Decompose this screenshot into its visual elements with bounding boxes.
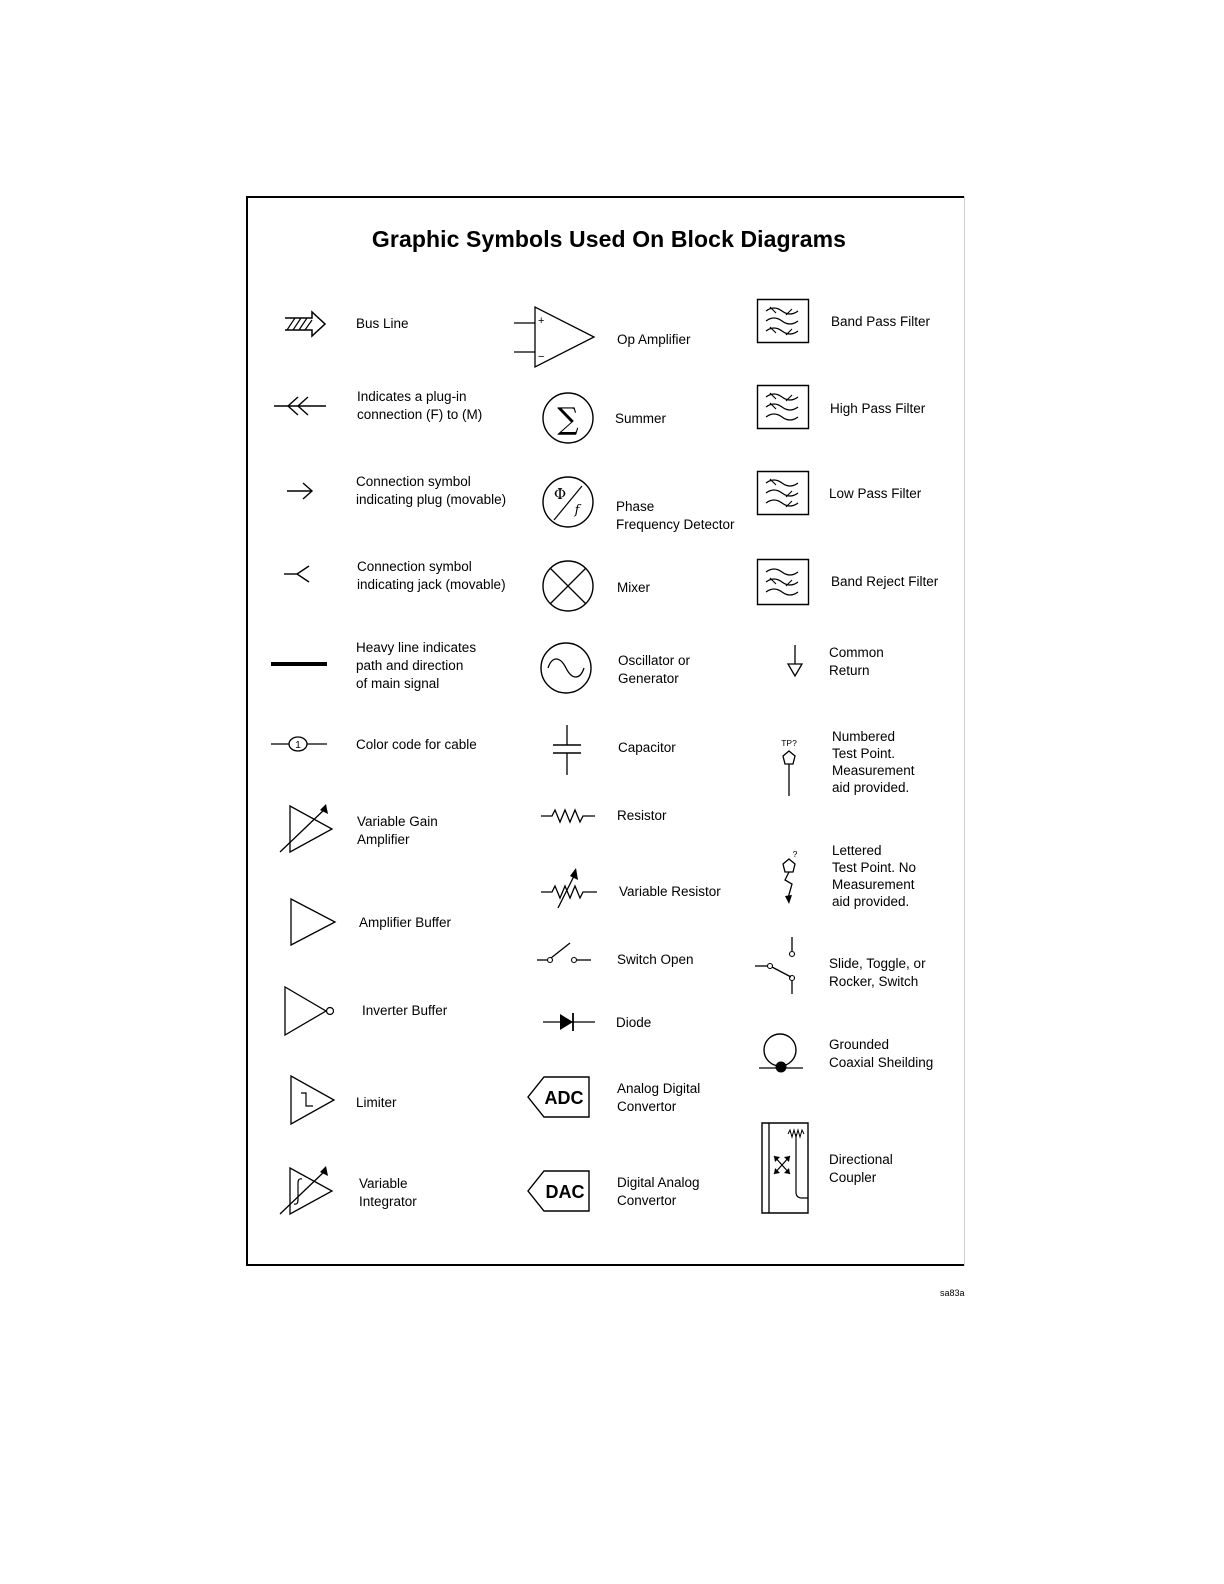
mixer-icon <box>540 558 596 614</box>
dac-icon <box>526 1168 592 1214</box>
amplifier-buffer-icon <box>288 896 338 948</box>
variable-integrator-icon <box>276 1164 336 1218</box>
frame-right-edge <box>964 196 966 1266</box>
page-title: Graphic Symbols Used On Block Diagrams <box>371 226 847 252</box>
label-bus-line: Bus Line <box>356 316 409 331</box>
label-analog-digital-convertor: Analog Digital Convertor <box>617 1081 701 1114</box>
label-lettered-test-point: Lettered Test Point. No Measurement aid provided. <box>832 843 917 909</box>
label-variable-gain-amplifier: Variable Gain Amplifier <box>357 814 438 847</box>
band-pass-filter-icon <box>756 298 810 344</box>
phase-phi-glyph: Φ <box>553 485 567 503</box>
plug-in-connection-icon <box>272 394 328 418</box>
numbered-test-point-tag: TP? <box>781 738 797 748</box>
cable-color-code-icon <box>270 733 328 755</box>
high-pass-filter-icon <box>756 384 810 430</box>
low-pass-filter-icon <box>756 470 810 516</box>
variable-gain-amplifier-icon <box>276 800 334 856</box>
label-oscillator: Oscillator or Generator <box>618 653 691 686</box>
label-common-return: Common Return <box>829 645 884 678</box>
grounded-coax-shielding-icon <box>756 1030 806 1078</box>
op-amp-plus-sign: + <box>538 315 545 327</box>
common-return-icon <box>784 644 806 678</box>
adc-icon <box>526 1074 592 1120</box>
inverter-buffer-icon <box>282 984 336 1038</box>
lettered-test-point-tag: ? <box>792 849 798 859</box>
label-numbered-test-point: Numbered Test Point. Measurement aid provided. <box>832 729 915 795</box>
bus-line-icon <box>282 308 328 340</box>
oscillator-icon <box>538 640 594 696</box>
label-amplifier-buffer: Amplifier Buffer <box>359 915 452 930</box>
diode-icon <box>542 1010 596 1034</box>
phase-f-glyph: f <box>574 503 580 518</box>
summer-sigma-glyph: ∑ <box>557 402 579 437</box>
label-resistor: Resistor <box>617 808 667 823</box>
limiter-icon <box>288 1073 338 1127</box>
lettered-test-point-icon <box>776 848 804 906</box>
label-directional-coupler: Directional Coupler <box>829 1152 893 1185</box>
label-slide-toggle-switch: Slide, Toggle, or Rocker, Switch <box>829 956 926 989</box>
switch-open-icon <box>536 940 592 970</box>
label-limiter: Limiter <box>356 1095 397 1110</box>
resistor-icon <box>540 806 596 826</box>
label-op-amplifier: Op Amplifier <box>617 332 691 347</box>
label-high-pass-filter: High Pass Filter <box>830 401 926 416</box>
heavy-line-icon <box>270 658 328 670</box>
summer-icon <box>540 390 596 446</box>
label-plug-in-connection: Indicates a plug-in connection (F) to (M) <box>357 389 483 422</box>
directional-coupler-icon <box>760 1120 812 1216</box>
adc-box-label: ADC <box>544 1088 584 1108</box>
op-amp-minus-sign: − <box>538 351 545 363</box>
cable-color-code-number: 1 <box>295 740 301 751</box>
label-variable-resistor: Variable Resistor <box>619 884 721 899</box>
label-band-reject-filter: Band Reject Filter <box>831 574 939 589</box>
label-jack-connection: Connection symbol indicating jack (movable) <box>357 559 506 592</box>
label-band-pass-filter: Band Pass Filter <box>831 314 931 329</box>
phase-frequency-detector-icon <box>540 474 596 530</box>
band-reject-filter-icon <box>756 558 810 606</box>
jack-icon <box>282 563 312 585</box>
label-mixer: Mixer <box>617 580 650 595</box>
label-capacitor: Capacitor <box>618 740 676 755</box>
label-grounded-coax-shielding: Grounded Coaxial Sheilding <box>829 1037 934 1070</box>
label-plug-connection: Connection symbol indicating plug (movable) <box>356 474 507 507</box>
capacitor-icon <box>550 724 584 776</box>
footer-code: sa83a <box>940 1288 965 1298</box>
label-summer: Summer <box>615 411 667 426</box>
label-phase-frequency-detector: Phase Frequency Detector <box>616 499 735 532</box>
label-inverter-buffer: Inverter Buffer <box>362 1003 448 1018</box>
label-diode: Diode <box>616 1015 652 1030</box>
op-amplifier-icon <box>512 304 596 370</box>
label-switch-open: Switch Open <box>617 952 694 967</box>
plug-arrow-icon <box>284 480 316 502</box>
label-low-pass-filter: Low Pass Filter <box>829 486 922 501</box>
label-color-code: Color code for cable <box>356 737 477 752</box>
variable-resistor-icon <box>540 866 598 910</box>
numbered-test-point-icon <box>776 736 804 798</box>
label-heavy-line: Heavy line indicates path and direction of main signal <box>356 640 477 691</box>
slide-toggle-switch-icon <box>754 936 800 996</box>
label-variable-integrator: Variable Integrator <box>359 1176 417 1209</box>
label-digital-analog-convertor: Digital Analog Convertor <box>617 1175 700 1208</box>
dac-box-label: DAC <box>545 1182 585 1202</box>
